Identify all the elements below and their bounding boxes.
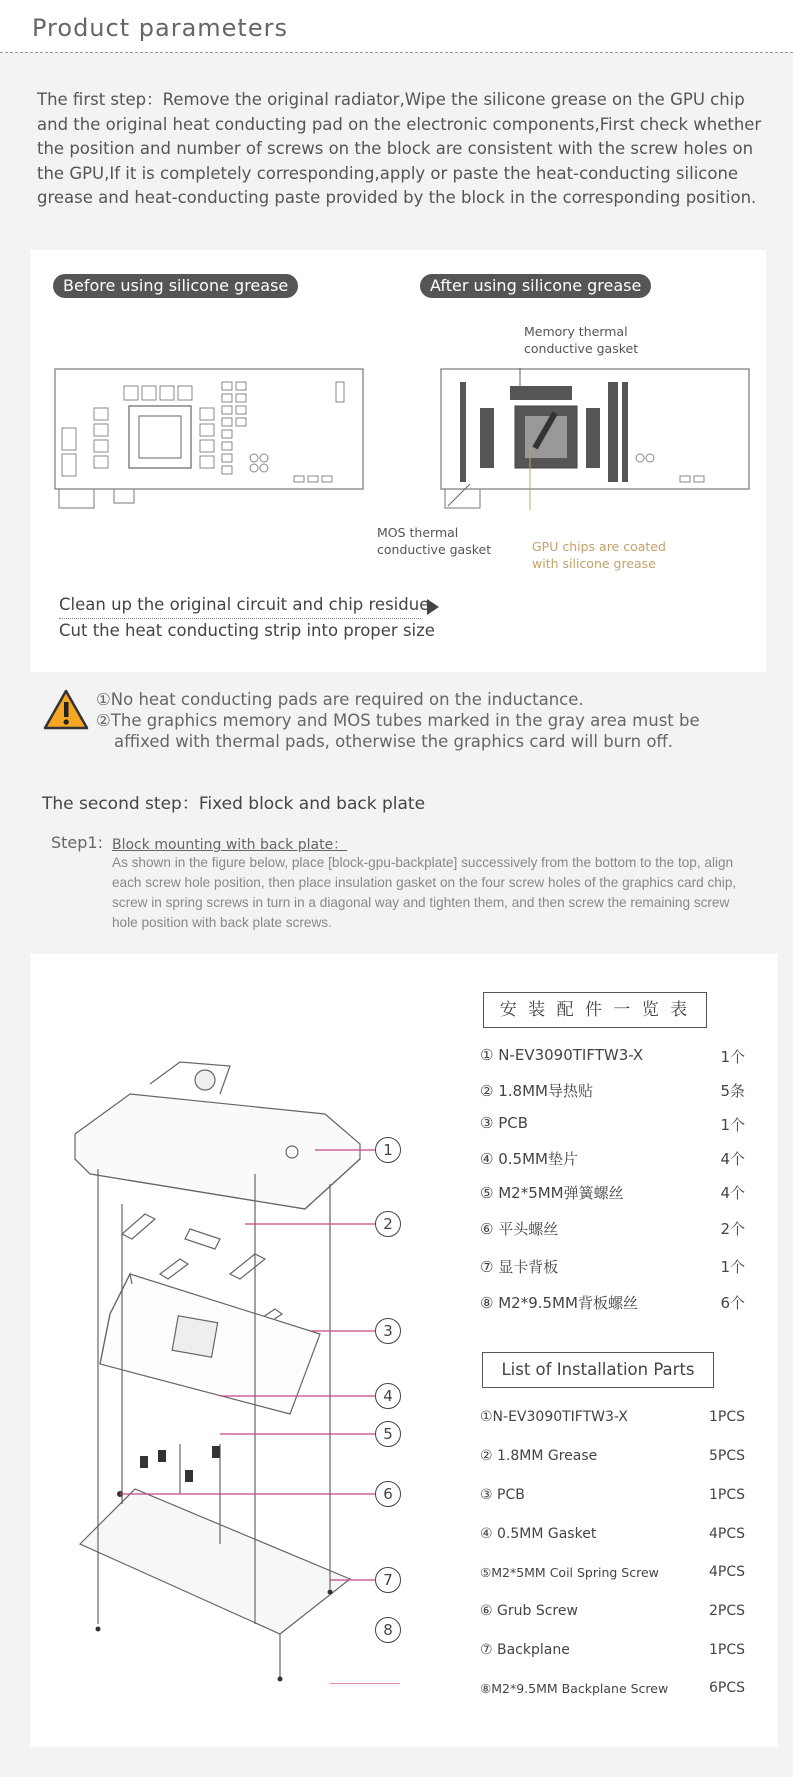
parts-en-item-1: ①N-EV3090TIFTW3-X: [480, 1409, 628, 1425]
caption-divider: [59, 618, 421, 619]
parts-en-item-8: ⑧M2*9.5MM Backplane Screw: [480, 1681, 669, 1696]
parts-cn-item-8: ⑧ M2*9.5MM背板螺丝: [480, 1294, 638, 1312]
parts-cn-qty-7: 1个: [720, 1258, 745, 1276]
caption-clean: Clean up the original circuit and chip residue: [59, 595, 430, 614]
mos-gasket-line2: conductive gasket: [377, 542, 492, 557]
parts-cn-qty-6: 2个: [720, 1220, 745, 1238]
parts-en-qty-7: 1PCS: [708, 1642, 745, 1658]
mos-gasket-label: [377, 524, 491, 558]
parts-cn-qty-5: 4个: [720, 1184, 745, 1202]
page-header: [0, 0, 793, 53]
second-step-title: The second step：Fixed block and back plate: [42, 794, 426, 814]
gpu-coated-line2: with silicone grease: [532, 556, 656, 571]
parts-en-qty-8: 6PCS: [708, 1680, 745, 1696]
callout-1: 1: [375, 1137, 401, 1163]
parts-en-item-6: ⑥ Grub Screw: [480, 1603, 578, 1619]
caption-cut: Cut the heat conducting strip into proper size: [59, 621, 435, 640]
pcb-after-diagram: [440, 368, 752, 512]
warning-line3: affixed with thermal pads, otherwise the graphics card will burn off.: [114, 732, 674, 751]
callout-3: 3: [375, 1318, 401, 1344]
parts-en-item-5: ⑤M2*5MM Coil Spring Screw: [480, 1565, 659, 1580]
parts-cn-item-6: ⑥ 平头螺丝: [480, 1220, 559, 1238]
parts-en-qty-5: 4PCS: [708, 1564, 745, 1580]
arrow-right-icon: [427, 599, 439, 615]
step1-label: Step1:: [51, 833, 103, 852]
gpu-coated-line1: GPU chips are coated: [532, 539, 666, 554]
page-title: Product parameters: [32, 14, 288, 42]
parts-cn-qty-4: 4个: [720, 1150, 745, 1168]
parts-cn-qty-8: 6个: [720, 1294, 745, 1312]
callout-8: 8: [375, 1617, 401, 1643]
parts-en-qty-2: 5PCS: [708, 1448, 745, 1464]
callout-4: 4: [375, 1383, 401, 1409]
parts-cn-item-2: ② 1.8MM导热贴: [480, 1082, 593, 1100]
callout-7: 7: [375, 1567, 401, 1593]
warning-icon: [42, 688, 90, 732]
parts-cn-title: 安 装 配 件 一 览 表: [483, 992, 707, 1028]
step1-body: As shown in the figure below, place [block-gpu-backplate] successively from the bottom to the top, align each screw hole position, then place insulation gasket on the four screw holes of the graphics card chip, screw in spring screws in turn in a diagonal way and tighten them, and then screw the remaining screw hole position with back plate screws.: [112, 855, 737, 930]
callout-2: 2: [375, 1211, 401, 1237]
parts-cn-qty-2: 5条: [720, 1082, 745, 1100]
parts-en-qty-6: 2PCS: [708, 1603, 745, 1619]
parts-en-item-4: ④ 0.5MM Gasket: [480, 1526, 597, 1542]
callout-5: 5: [375, 1421, 401, 1447]
parts-en-item-7: ⑦ Backplane: [480, 1642, 570, 1658]
parts-cn-item-5: ⑤ M2*5MM弹簧螺丝: [480, 1184, 624, 1202]
parts-en-qty-1: 1PCS: [708, 1409, 745, 1425]
parts-cn-qty-1: 1个: [720, 1048, 745, 1066]
parts-en-item-2: ② 1.8MM Grease: [480, 1448, 598, 1464]
parts-cn-item-7: ⑦ 显卡背板: [480, 1258, 559, 1276]
parts-cn-item-4: ④ 0.5MM垫片: [480, 1150, 578, 1168]
parts-en-qty-4: 4PCS: [708, 1526, 745, 1542]
parts-en-item-3: ③ PCB: [480, 1487, 525, 1503]
parts-cn-item-3: ③ PCB: [480, 1114, 529, 1132]
installation-panel: [30, 954, 778, 1747]
after-label: After using silicone grease: [420, 274, 651, 298]
before-label: Before using silicone grease: [53, 274, 298, 298]
first-step-text: The first step：Remove the original radiator,Wipe the silicone grease on the GPU chip and the original heat conducting pad on the electronic components,First check whether the position and number of screws on the block are consistent with the screw holes on the GPU,If it is completely corresponding,apply or paste the heat-conducting silicone grease and heat-conducting paste provided by the block in the corresponding position.: [37, 90, 762, 207]
silicone-panel: [30, 250, 766, 672]
warning-line2: ②The graphics memory and MOS tubes marked in the gray area must be: [96, 711, 700, 730]
memory-gasket-label: [524, 323, 638, 357]
exploded-view-diagram: [70, 1024, 400, 1684]
pcb-before-diagram: [54, 368, 366, 512]
memory-gasket-line1: Memory thermal: [524, 324, 628, 339]
parts-en-qty-3: 1PCS: [708, 1487, 745, 1503]
parts-en-title: List of Installation Parts: [482, 1352, 714, 1388]
callout-6: 6: [375, 1481, 401, 1507]
step1-heading: Block mounting with back plate：: [112, 837, 348, 853]
parts-cn-qty-3: 1个: [720, 1116, 745, 1134]
gpu-coated-label: [532, 538, 666, 572]
warning-line1: ①No heat conducting pads are required on the inductance.: [96, 690, 584, 709]
parts-cn-item-1: ① N-EV3090TIFTW3-X: [480, 1046, 644, 1064]
mos-gasket-line1: MOS thermal: [377, 525, 459, 540]
memory-gasket-line2: conductive gasket: [524, 341, 639, 356]
